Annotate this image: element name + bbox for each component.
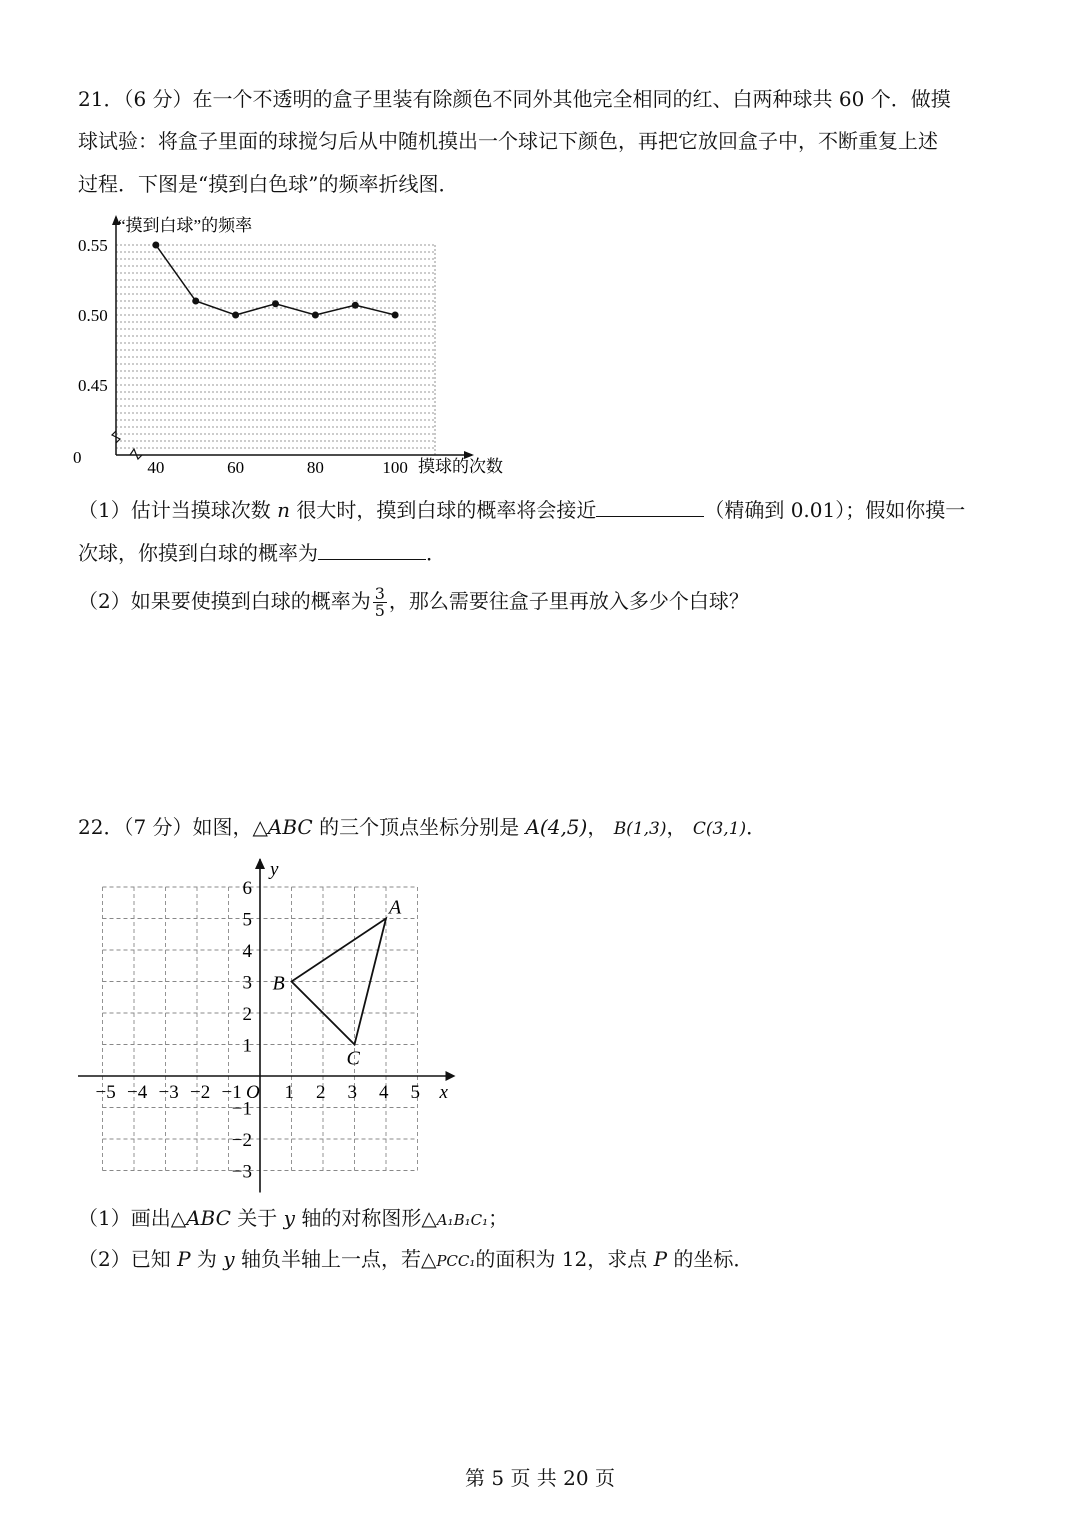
origin-label: O xyxy=(246,1082,260,1103)
triangle-a1b1c1: A₁B₁C₁ xyxy=(436,1211,489,1229)
grid-labels xyxy=(96,859,449,1183)
q22-line1: 22．（7 分）如图，△ABC 的三个顶点坐标分别是 A(4,5)， B(1,3)， C(3,1)． xyxy=(78,815,767,839)
x-tick-label: 5 xyxy=(410,1082,420,1103)
q21-sub1-text-a: （1）估计当摸球次数 xyxy=(78,498,271,522)
q22-sub1 xyxy=(78,1205,508,1233)
x-tick-label: 80 xyxy=(306,458,324,477)
q22-sub1-text-a: （1）画出△ xyxy=(78,1206,187,1230)
x-tick-label: 1 xyxy=(284,1082,294,1103)
x-tick-label: −4 xyxy=(127,1082,148,1103)
y-tick-label: 3 xyxy=(242,972,252,994)
q21-sub2-text-b: ，那么需要往盒子里再放入多少个白球？ xyxy=(388,589,749,613)
var-y: y xyxy=(283,1206,295,1230)
y-tick-label: 5 xyxy=(242,909,252,931)
q21-sub1-text-b: 很大时，摸到白球的概率将会接近 xyxy=(296,498,597,522)
y-tick-label: 1 xyxy=(242,1035,252,1057)
q22-sub2-text-c: 轴负半轴上一点，若△ xyxy=(240,1247,437,1271)
q21-sub1-line2 xyxy=(78,539,446,566)
x-tick-label: 2 xyxy=(316,1082,326,1103)
q22-sub2-text-d: 的面积为 12，求点 xyxy=(475,1247,648,1271)
y-tick-label: −2 xyxy=(231,1130,252,1151)
y-tick-label: −3 xyxy=(231,1161,252,1183)
chart-xlabel: 摸球的次数 xyxy=(418,457,503,476)
label-c: C xyxy=(346,1047,360,1070)
q21-sub1-text-e: ． xyxy=(426,541,446,565)
data-point xyxy=(312,312,319,319)
x-tick-label: −2 xyxy=(190,1082,211,1103)
q22-sub1-text-b: 关于 xyxy=(237,1206,278,1230)
x-tick-label: 60 xyxy=(227,458,245,477)
y-tick-label: 0.45 xyxy=(78,376,108,395)
q22-sub2-text-e: 的坐标． xyxy=(673,1247,754,1271)
data-point xyxy=(232,312,239,319)
point-a-coord: A(4,5) xyxy=(525,815,588,839)
x-tick-label: 3 xyxy=(347,1082,357,1103)
point-b-coord: B(1,3) xyxy=(613,819,667,839)
data-point xyxy=(192,298,199,305)
q21-line3: 过程．下图是“摸到白色球”的频率折线图． xyxy=(78,172,459,196)
page-footer: 第 5 页 共 20 页 xyxy=(465,1466,615,1490)
coordinate-grid xyxy=(70,855,470,1200)
q21-sub1-line1 xyxy=(78,496,965,523)
triangle-abc-ref: ABC xyxy=(186,1206,231,1230)
q22-sub2-text-a: （2）已知 xyxy=(78,1247,171,1271)
y-tick-label: 4 xyxy=(242,941,252,962)
data-point xyxy=(272,300,279,307)
y-tick-label: 0.50 xyxy=(78,306,108,325)
y-axis-arrow xyxy=(255,858,265,869)
triangle-pcc1: PCC₁ xyxy=(436,1252,476,1270)
x-tick-label: −5 xyxy=(95,1082,116,1103)
q22-sub2-text-b: 为 xyxy=(196,1247,217,1271)
label-b: B xyxy=(272,972,285,995)
chart-axes xyxy=(78,215,474,477)
y-tick-label: 0.55 xyxy=(78,236,108,255)
data-point xyxy=(152,242,159,249)
point-c-coord: C(3,1) xyxy=(692,819,747,839)
q21-sub1-text-d: 次球，你摸到白球的概率为 xyxy=(78,541,318,565)
fraction-3-5: $\frac{3}{5}$ xyxy=(374,584,385,620)
y-tick-label: −1 xyxy=(231,1098,252,1120)
q22-sub1-text-d: ； xyxy=(488,1206,509,1230)
var-p: P xyxy=(177,1247,191,1271)
chart-origin-label: 0 xyxy=(73,448,82,467)
y-axis-label: y xyxy=(270,859,279,880)
q21-line2: 球试验：将盒子里面的球搅匀后从中随机摸出一个球记下颜色，再把它放回盒子中，不断重复上述 xyxy=(78,129,938,153)
frequency-line-chart xyxy=(70,205,530,485)
x-tick-label: 40 xyxy=(147,458,165,477)
q22-text-a: 22．（7 分）如图，△ xyxy=(78,815,268,839)
var-p-2: P xyxy=(653,1247,668,1271)
label-a: A xyxy=(389,896,402,919)
q21-line1: 21．（6 分）在一个不透明的盒子里装有除颜色不同外其他完全相同的红、白两种球共 60 个．做摸 xyxy=(78,87,951,111)
answer-blank-2[interactable] xyxy=(318,539,426,560)
y-tick-label: 2 xyxy=(242,1004,252,1025)
chart-grid xyxy=(116,245,435,455)
q21-sub2 xyxy=(78,586,749,619)
x-tick-label: −3 xyxy=(158,1082,179,1103)
var-y-2: y xyxy=(223,1247,235,1271)
x-tick-label: −1 xyxy=(221,1082,242,1103)
x-axis-label: x xyxy=(439,1082,448,1103)
q21-sub1-text-c: （精确到 0.01）；假如你摸一 xyxy=(704,498,966,522)
q22-sub1-text-c: 轴的对称图形△ xyxy=(301,1206,437,1230)
x-axis-break xyxy=(130,449,142,459)
q21-sub2-text-a: （2）如果要使摸到白球的概率为 xyxy=(78,589,371,613)
data-point xyxy=(392,312,399,319)
triangle-abc: ABC xyxy=(267,815,313,839)
q22-sub2 xyxy=(78,1246,753,1274)
x-tick-label: 100 xyxy=(382,458,408,477)
var-n: n xyxy=(277,498,290,522)
chart-ylabel: “摸到白球”的频率 xyxy=(118,216,253,235)
q22-text-b: 的三个顶点坐标分别是 xyxy=(319,815,520,839)
x-tick-label: 4 xyxy=(379,1082,389,1103)
data-point xyxy=(352,302,359,309)
answer-blank-1[interactable] xyxy=(596,496,704,517)
y-tick-label: 6 xyxy=(242,878,252,899)
x-axis-arrow xyxy=(446,1071,456,1081)
